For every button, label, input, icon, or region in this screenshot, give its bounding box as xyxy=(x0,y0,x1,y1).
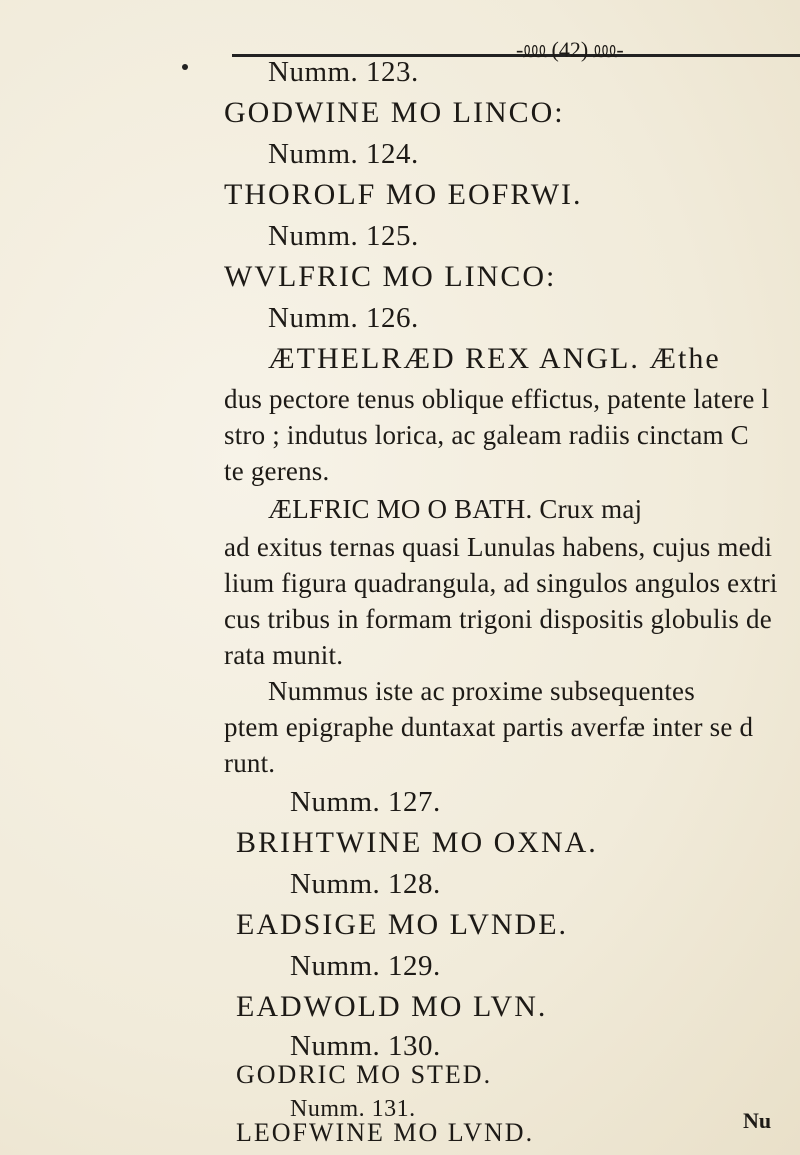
text-line: Numm. 128. xyxy=(290,868,441,900)
text-line: cus tribus in formam trigoni dispositis globulis de xyxy=(224,604,772,634)
text-line: Numm. 126. xyxy=(268,302,419,334)
text-line: Numm. 129. xyxy=(290,950,441,982)
text-line: Numm. 130. xyxy=(290,1030,441,1062)
text-line: Numm. 127. xyxy=(290,786,441,818)
text-line: Numm. 131. xyxy=(290,1096,416,1122)
text-line: LEOFWINE MO LVND. xyxy=(236,1118,535,1147)
text-line: Numm. 123. xyxy=(268,56,419,88)
text-line: rata munit. xyxy=(224,640,344,670)
text-line: BRIHTWINE MO OXNA. xyxy=(236,826,598,859)
text-line: ad exitus ternas quasi Lunulas habens, cujus medi xyxy=(224,532,773,562)
bullet-mark xyxy=(182,64,188,70)
text-line: GODWINE MO LINCO: xyxy=(224,96,565,129)
text-line: Numm. 125. xyxy=(268,220,419,252)
text-line: Nummus iste ac proxime subsequentes xyxy=(268,676,695,706)
text-line: EADWOLD MO LVN. xyxy=(236,990,548,1023)
text-line: runt. xyxy=(224,748,276,778)
text-line: Numm. 124. xyxy=(268,138,419,170)
text-line: ptem epigraphe duntaxat partis averfæ inter se d xyxy=(224,712,754,742)
text-line: lium figura quadrangula, ad singulos angulos extri xyxy=(224,568,778,598)
text-line: ÆLFRIC MO O BATH. Crux maj xyxy=(268,494,643,524)
text-line: dus pectore tenus oblique effictus, patente latere l xyxy=(224,384,770,414)
text-line: GODRIC MO STED. xyxy=(236,1060,493,1089)
text-line: stro ; indutus lorica, ac galeam radiis cinctam C xyxy=(224,420,749,450)
text-line: WVLFRIC MO LINCO: xyxy=(224,260,557,293)
text-line: THOROLF MO EOFRWI. xyxy=(224,178,583,211)
page-number: -⅏ (42) ⅏- xyxy=(516,37,624,62)
text-line: te gerens. xyxy=(224,456,330,486)
text-line: ÆTHELRÆD REX ANGL. Æthe xyxy=(268,342,721,375)
catchword: Nu xyxy=(743,1108,772,1133)
text-line: EADSIGE MO LVNDE. xyxy=(236,908,569,941)
